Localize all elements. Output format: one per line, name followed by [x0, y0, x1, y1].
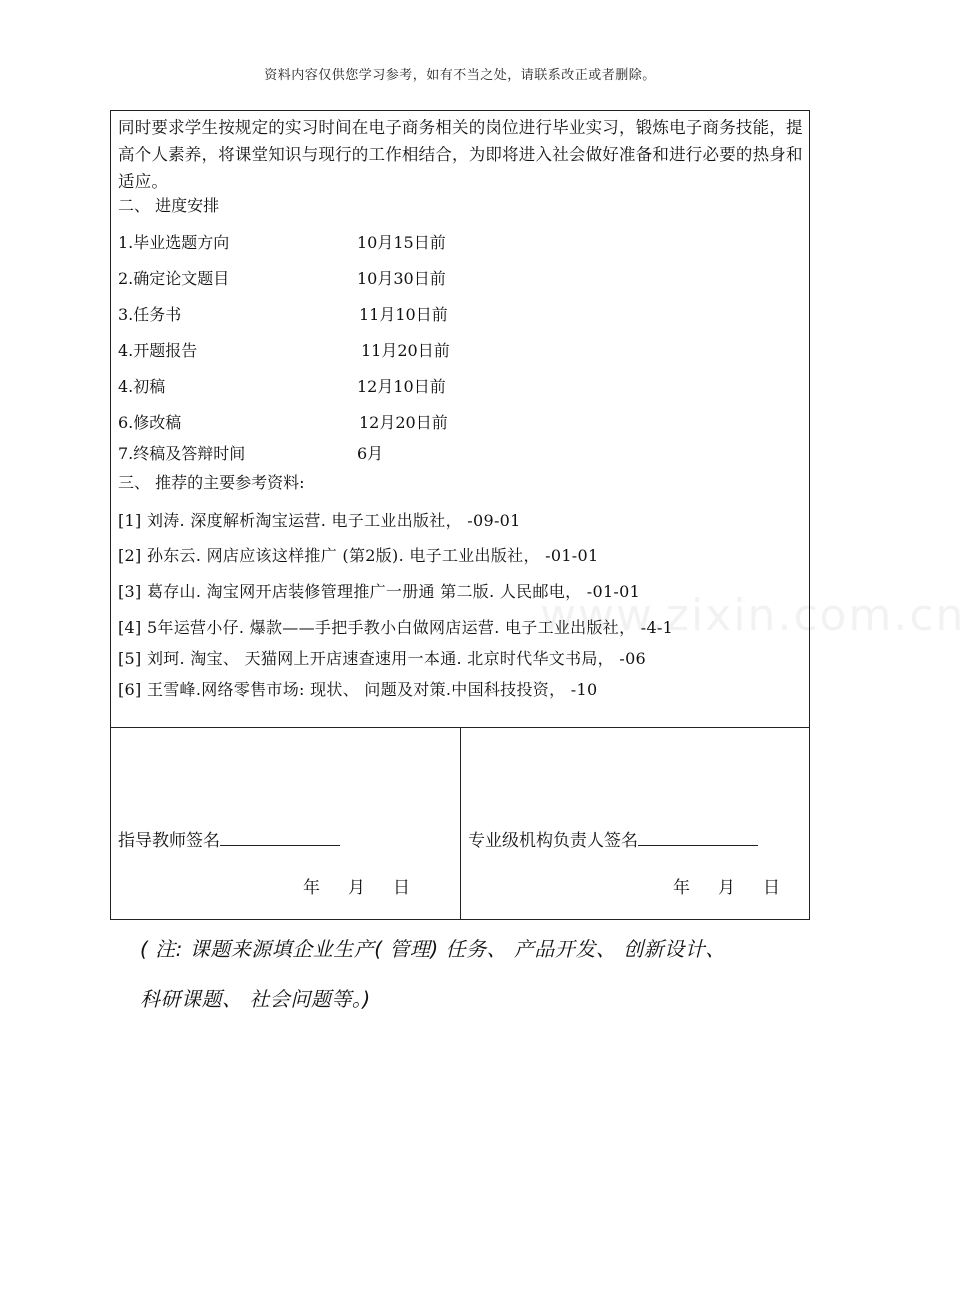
schedule-task: 3.任务书	[118, 305, 182, 324]
reference-item: [4] 5年运营小仔. 爆款——手把手教小白做网店运营. 电子工业出版社， -4-1	[118, 618, 674, 637]
schedule-deadline: 12月20日前	[359, 413, 448, 432]
date-month-label: 月	[718, 878, 735, 898]
table-divider-vertical	[460, 727, 461, 920]
reference-item: [6] 王雪峰.网络零售市场: 现状、 问题及对策.中国科技投资， -10	[118, 680, 598, 699]
reference-item: [1] 刘涛. 深度解析淘宝运营. 电子工业出版社， -09-01	[118, 511, 521, 530]
reference-item: [2] 孙东云. 网店应该这样推广 (第2版). 电子工业出版社， -01-01	[118, 546, 599, 565]
schedule-task: 1.毕业选题方向	[118, 233, 230, 252]
advisor-signature-field[interactable]	[118, 826, 340, 851]
schedule-deadline: 12月10日前	[357, 377, 446, 396]
date-day-label: 日	[393, 878, 410, 898]
schedule-task: 6.修改稿	[118, 413, 182, 432]
schedule-task: 4.初稿	[118, 377, 166, 396]
reference-item: [3] 葛存山. 淘宝网开店装修管理推广一册通 第二版. 人民邮电， -01-01	[118, 582, 641, 601]
references-heading: 三、 推荐的主要参考资料:	[118, 473, 305, 492]
schedule-task: 7.终稿及答辩时间	[118, 444, 246, 463]
date-year-label: 年	[303, 878, 320, 898]
schedule-deadline: 10月15日前	[357, 233, 446, 252]
schedule-task: 4.开题报告	[118, 341, 198, 360]
advisor-signature-label: 指导教师签名	[118, 831, 220, 851]
advisor-date	[303, 873, 438, 898]
schedule-heading: 二、 进度安排	[118, 196, 220, 215]
page-header-note: 资料内容仅供您学习参考，如有不当之处，请联系改正或者删除。	[264, 68, 656, 83]
date-month-label: 月	[348, 878, 365, 898]
supervisor-date	[673, 873, 808, 898]
schedule-deadline: 11月20日前	[361, 341, 450, 360]
schedule-deadline: 10月30日前	[357, 269, 446, 288]
supervisor-signature-label: 专业级机构负责人签名	[468, 831, 638, 851]
date-day-label: 日	[763, 878, 780, 898]
advisor-signature-line[interactable]	[220, 829, 340, 846]
footnote-line-2: 科研课题、 社会问题等。)	[140, 987, 371, 1011]
schedule-deadline: 6月	[357, 444, 384, 463]
footnote-line-1: ( 注: 课题来源填企业生产( 管理) 任务、 产品开发、 创新设计、	[140, 937, 726, 961]
reference-item: [5] 刘珂. 淘宝、 天猫网上开店速查速用一本通. 北京时代华文书局， -06	[118, 649, 647, 668]
schedule-deadline: 11月10日前	[359, 305, 448, 324]
schedule-task: 2.确定论文题目	[118, 269, 230, 288]
supervisor-signature-field[interactable]	[468, 826, 758, 851]
date-year-label: 年	[673, 878, 690, 898]
supervisor-signature-line[interactable]	[638, 829, 758, 846]
watermark: www.zixin.com.cn	[540, 590, 965, 641]
intro-paragraph: 同时要求学生按规定的实习时间在电子商务相关的岗位进行毕业实习，锻炼电子商务技能，提高个人素养，将课堂知识与现行的工作相结合，为即将进入社会做好准备和进行必要的热身和适应。	[118, 118, 803, 191]
